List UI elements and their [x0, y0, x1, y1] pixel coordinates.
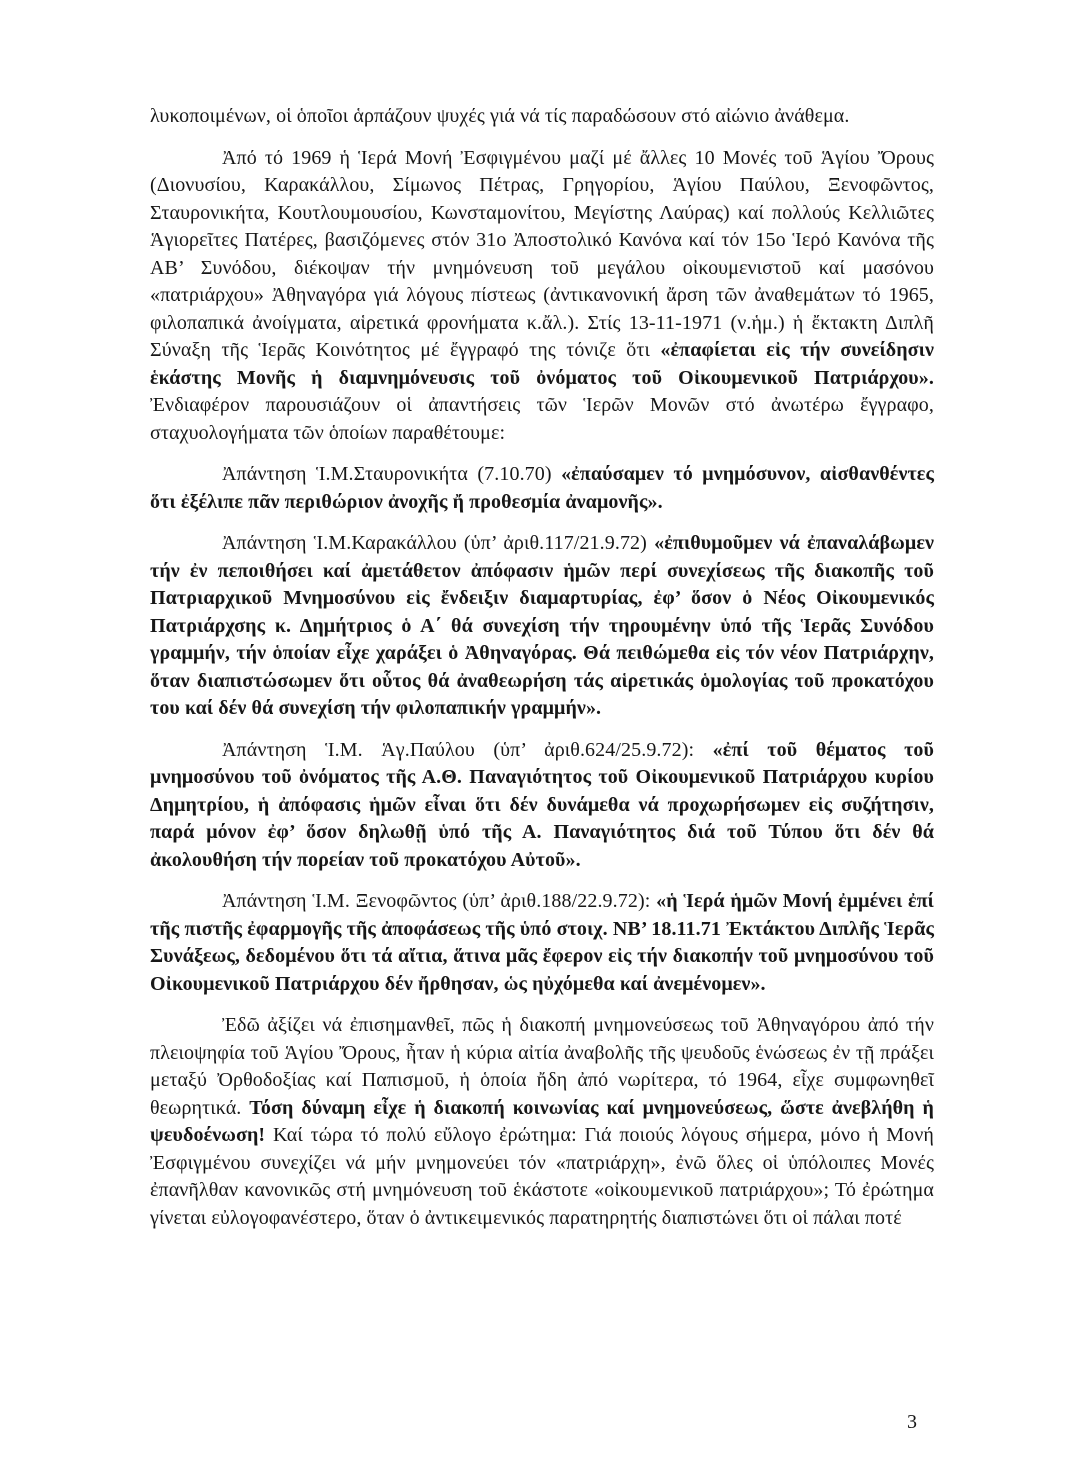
page-number: 3 — [907, 1411, 917, 1433]
document-body — [150, 103, 934, 1246]
text-run: Ἐνδιαφέρον παρουσιάζουν οἱ ἀπαντήσεις τῶν Ἱερῶν Μονῶν στό ἀνωτέρω ἔγγραφο, σταχυολογήματα τῶν ὁποίων παραθέτουμε: — [150, 394, 934, 444]
text-run: λυκοποιμένων, οἱ ὁποῖοι ἁρπάζουν ψυχές γιά νά τίς παραδώσουν στό αἰώνιο ἀνάθεμα. — [150, 105, 850, 127]
bold-text-run: Τόση δύναμη εἶχε ἡ διακοπή κοινωνίας καί μνημονεύσεως, ὥστε ἀνεβλήθη ἡ ψευδοένωση! — [150, 1096, 934, 1146]
paragraph — [150, 145, 934, 448]
text-run: Ἀπάντηση Ἱ.Μ. Ἁγ.Παύλου (ὑπ’ ἀριθ.624/25.9.72): — [222, 738, 713, 761]
bold-text-run: «ἐπί τοῦ θέματος τοῦ μνημοσύνου τοῦ ὀνόματος τῆς Α.Θ. Παναγιότητος τοῦ Οἰκουμενικοῦ Πατριάρχου κυρίου Δημητρίου, ἡ ἀπόφασις ἡμῶν εἶναι ὅτι δέν δυνάμεθα νά προχωρήσωμεν εἰς συζήτησιν, παρά μόνον ἐφ’ ὅσον δηλωθῇ ὑπό τῆς Α. Παναγιότητος διά τοῦ Τύπου ὅτι δέν θά ἀκολουθήση τήν πορείαν τοῦ προκατόχου Αὐτοῦ». — [150, 738, 934, 871]
text-run: Ἀπάντηση Ἱ.Μ.Καρακάλλου (ὑπ’ ἀριθ.117/21.9.72) — [222, 532, 655, 554]
text-run: Καί τώρα τό πολύ εὔλογο ἐρώτημα: Γιά ποιούς λόγους σήμερα, μόνο ἡ Μονή Ἐσφιγμένου συνεχίζει νά μήν μνημονεύει τόν «πατριάρχη», ἐνῶ ὅλες οἱ ὑπόλοιπες Μονές ἐπανῆλθαν κανονικῶς στή μνημόνευση τοῦ ἑκάστοτε «οἰκουμενικοῦ πατριάρχου»; Τό ἐρώτημα γίνεται εὐλογοφανέστερο, ὅταν ὁ ἀντικειμενικός παρατηρητής διαπιστώνει ὅτι οἱ πάλαι ποτέ — [150, 1124, 934, 1229]
paragraph — [150, 530, 934, 723]
text-run: Ἀπό τό 1969 ἡ Ἱερά Μονή Ἐσφιγμένου μαζί μέ ἄλλες 10 Μονές τοῦ Ἁγίου Ὄρους (Διονυσίου, Καρακάλλου, Σίμωνος Πέτρας, Γρηγορίου, Ἁγίου Παύλου, Ξενοφῶντος, Σταυρονικήτα, Κουτλουμουσίου, Κωνσταμονίτου, Μεγίστης Λαύρας) καί πολλούς Κελλιῶτες Ἁγιορεῖτες Πατέρες, βασιζόμενες στόν 31ο Ἀποστολικό Κανόνα καί τόν 15ο Ἱερό Κανόνα τῆς ΑΒ’ Συνόδου, διέκοψαν τήν μνημόνευση τοῦ μεγάλου οἰκουμενιστοῦ καί μασόνου «πατριάρχου» Ἀθηναγόρα γιά λόγους πίστεως (ἀντικανονική ἄρση τῶν ἀναθεμάτων τό 1965, φιλοπαπικά ἀνοίγματα, αἱρετικά φρονήματα κ.ἄλ.). Στίς 13-11-1971 (ν.ἡμ.) ἡ ἔκτακτη Διπλῆ Σύναξη τῆς Ἱερᾶς Κοινότητος μέ ἔγγραφό της τόνιζε ὅτι — [150, 146, 934, 361]
paragraph — [150, 103, 934, 131]
text-run: Ἀπάντηση Ἱ.Μ.Σταυρονικήτα (7.10.70) — [222, 463, 562, 485]
bold-text-run: «ἐπαύσαμεν τό μνημόσυνον, αἰσθανθέντες ὅτι ἐξέλιπε πᾶν περιθώριον ἀνοχῆς ἤ προθεσμία ἀναμονῆς». — [150, 463, 934, 513]
bold-text-run: «ἐπαφίεται εἰς τήν συνείδησιν ἑκάστης Μονῆς ἡ διαμνημόνευσις τοῦ ὀνόματος τοῦ Οἰκουμενικοῦ Πατριάρχου». — [150, 339, 934, 389]
bold-text-run: «ἐπιθυμοῦμεν νά ἐπαναλάβωμεν τήν ἐν πεποιθήσει καί ἀμετάθετον ἀπόφασιν ἡμῶν περί συνεχίσεως τῆς διακοπῆς τοῦ Πατριαρχικοῦ Μνημοσύνου εἰς ἔνδειξιν διαμαρτυρίας, ἐφ’ ὅσον ὁ Νέος Οἰκουμενικός Πατριάρχσης κ. Δημήτριος ὁ Α΄ θά συνεχίση τήν τηρουμένην ὑπό τῆς Ἱερᾶς Συνόδου γραμμήν, τήν ὁποίαν εἶχε χαράξει ὁ Ἀθηναγόρας. Θά πειθώμεθα εἰς τόν νέον Πατριάρχην, ὅταν διαπιστώσωμεν ὅτι οὗτος θά ἀναθεωρήση τάς αἱρετικάς ὁμολογίας τοῦ προκατόχου του καί δέν θά συνεχίση τήν φιλοπαπικήν γραμμήν». — [150, 532, 934, 719]
paragraph — [150, 888, 934, 998]
paragraph — [150, 1012, 934, 1232]
bold-text-run: «ἡ Ἱερά ἡμῶν Μονή ἐμμένει ἐπί τῆς πιστῆς ἐφαρμογῆς τῆς ἀποφάσεως τῆς ὑπό στοιχ. ΝΒ’ 18.11.71 Ἐκτάκτου Διπλῆς Ἱερᾶς Συνάξεως, δεδομένου ὅτι τά αἴτια, ἅτινα μᾶς ἔφερον εἰς τήν διακοπήν τοῦ μνημοσύνου τοῦ Οἰκουμενικοῦ Πατριάρχου δέν ἤρθησαν, ὡς ηὐχόμεθα καί ἀνεμένομεν». — [150, 890, 934, 995]
text-run: Ἐδῶ ἀξίζει νά ἐπισημανθεῖ, πῶς ἡ διακοπή μνημονεύσεως τοῦ Ἀθηναγόρου ἀπό τήν πλειοψηφία τοῦ Ἁγίου Ὄρους, ἦταν ἡ κύρια αἰτία ἀναβολῆς τῆς ψευδοῦς ἑνώσεως ἐν τῇ πράξει μεταξύ Ὀρθοδοξίας καί Παπισμοῦ, ἡ ὁποία ἤδη ἀπό νωρίτερα, τό 1964, εἶχε συμφωνηθεῖ θεωρητικά. — [150, 1014, 934, 1119]
paragraph — [150, 737, 934, 875]
paragraph — [150, 461, 934, 516]
text-run: Ἀπάντηση Ἱ.Μ. Ξενοφῶντος (ὑπ’ ἀριθ.188/22.9.72): — [222, 890, 657, 912]
